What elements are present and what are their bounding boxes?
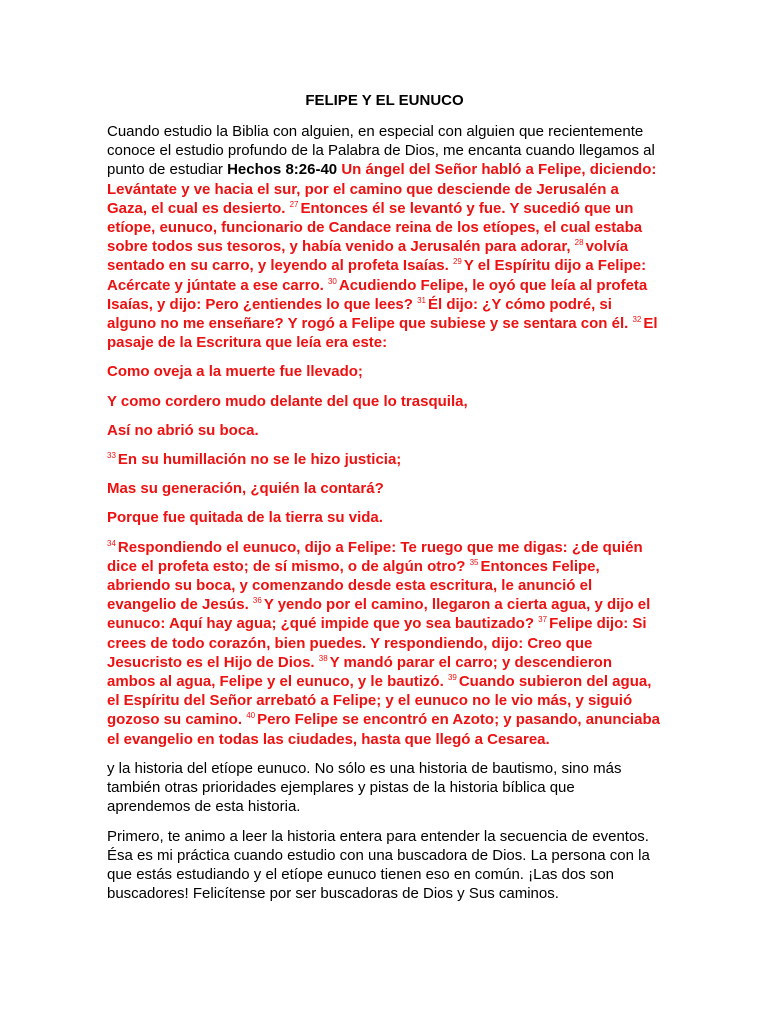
verse-39: Cuando subieron del agua, el Espíritu del Señor arrebató a Felipe; y el eunuco no le vio más, y siguió gozoso su camino.	[107, 673, 652, 729]
verse-number: 36	[252, 596, 262, 606]
verse-number: 40	[246, 711, 256, 721]
poem-line-6: Porque fue quitada de la tierra su vida.	[107, 509, 383, 527]
verse-number: 29	[452, 257, 462, 267]
verse-29: Y el Espíritu dijo a Felipe: Acércate y júntate a ese carro.	[107, 257, 647, 294]
continuation-paragraph	[107, 538, 662, 749]
verse-number: 37	[538, 615, 548, 625]
verse-number: 30	[327, 276, 337, 286]
verse-number: 27	[289, 199, 299, 209]
verse-number: 33	[107, 451, 116, 461]
verse-number: 34	[107, 538, 116, 548]
poem-line-1: Como oveja a la muerte fue llevado;	[107, 363, 363, 381]
poem-line-3: Así no abrió su boca.	[107, 421, 259, 439]
intro-text: Cuando estudio la Biblia con alguien, en especial con alguien que recientemente conoce el estudio profundo de la Palabra de Dios, me encanta cuando llegamos al punto de estudiar	[107, 123, 655, 179]
document-title: FELIPE Y EL EUNUCO	[305, 92, 464, 109]
verse-number: 32	[632, 315, 642, 325]
body-paragraph-2: y la historia del etíope eunuco. No sólo es una historia de bautismo, sino más también otras prioridades ejemplares y pistas de la historia bíblica que aprendemos de esta historia.	[107, 759, 622, 816]
verse-36: Y yendo por el camino, llegaron a cierta agua, y dijo el eunuco: Aquí hay agua; ¿qué impide que yo sea bautizado?	[107, 596, 651, 633]
verse-33: En su humillación no se le hizo justicia;	[117, 451, 402, 469]
verse-34: Respondiendo el eunuco, dijo a Felipe: Te ruego que me digas: ¿de quién dice el profeta esto; de sí mismo, o de algún otro?	[107, 538, 643, 575]
verse-number: 31	[417, 295, 427, 305]
verse-number: 39	[447, 673, 457, 683]
scripture-reference: Hechos 8:26-40	[227, 161, 338, 179]
verse-30: Acudiendo Felipe, le oyó que leía al profeta Isaías, y dijo: Pero ¿entiendes lo que lees?	[107, 276, 648, 313]
poem-line-2: Y como cordero mudo delante del que lo trasquila,	[107, 392, 468, 410]
verse-40: Pero Felipe se encontró en Azoto; y pasando, anunciaba el evangelio en todas las ciudades, hasta que llegó a Cesarea.	[107, 711, 660, 748]
verse-number: 28	[574, 238, 584, 248]
intro-paragraph	[107, 122, 662, 352]
verse-26: Un ángel del Señor habló a Felipe, diciendo: Levántate y ve hacia el sur, por el camino que desciende de Jerusalén a Gaza, el cual es desierto.	[107, 161, 657, 217]
verse-number: 38	[318, 653, 328, 663]
verse-37: Felipe dijo: Si crees de todo corazón, bien puedes. Y respondiendo, dijo: Creo que Jesucristo es el Hijo de Dios.	[107, 615, 647, 671]
verse-38: Y mandó parar el carro; y descendieron ambos al agua, Felipe y el eunuco, y le bautizó.	[107, 653, 612, 691]
verse-28: volvía sentado en su carro, y leyendo al profeta Isaías.	[107, 238, 629, 275]
verse-27: Entonces él se levantó y fue. Y sucedió que un etíope, eunuco, funcionario de Candace reina de los etíopes, el cual estaba sobre todos sus tesoros, y había venido a Jerusalén para adorar,	[107, 199, 643, 256]
verse-32: El pasaje de la Escritura que leía era este:	[107, 315, 658, 352]
verse-number: 35	[469, 557, 479, 567]
poem-line-5: Mas su generación, ¿quién la contará?	[107, 480, 384, 498]
body-paragraph-3: Primero, te animo a leer la historia entera para entender la secuencia de eventos. Ésa es mi práctica cuando estudio con una buscadora de Dios. La persona con la que estás estudiando y el etíope eunuco tienen eso en común. ¡Las dos son buscadores! Felicítense por ser buscadoras de Dios y Sus caminos.	[107, 827, 650, 903]
poem-line-4	[107, 450, 662, 469]
verse-35: Entonces Felipe, abriendo su boca, y comenzando desde esta escritura, le anunció el evangelio de Jesús.	[107, 557, 600, 614]
verse-31: Él dijo: ¿Y cómo podré, si alguno no me enseñare? Y rogó a Felipe que subiese y se sentara con él.	[107, 295, 629, 333]
